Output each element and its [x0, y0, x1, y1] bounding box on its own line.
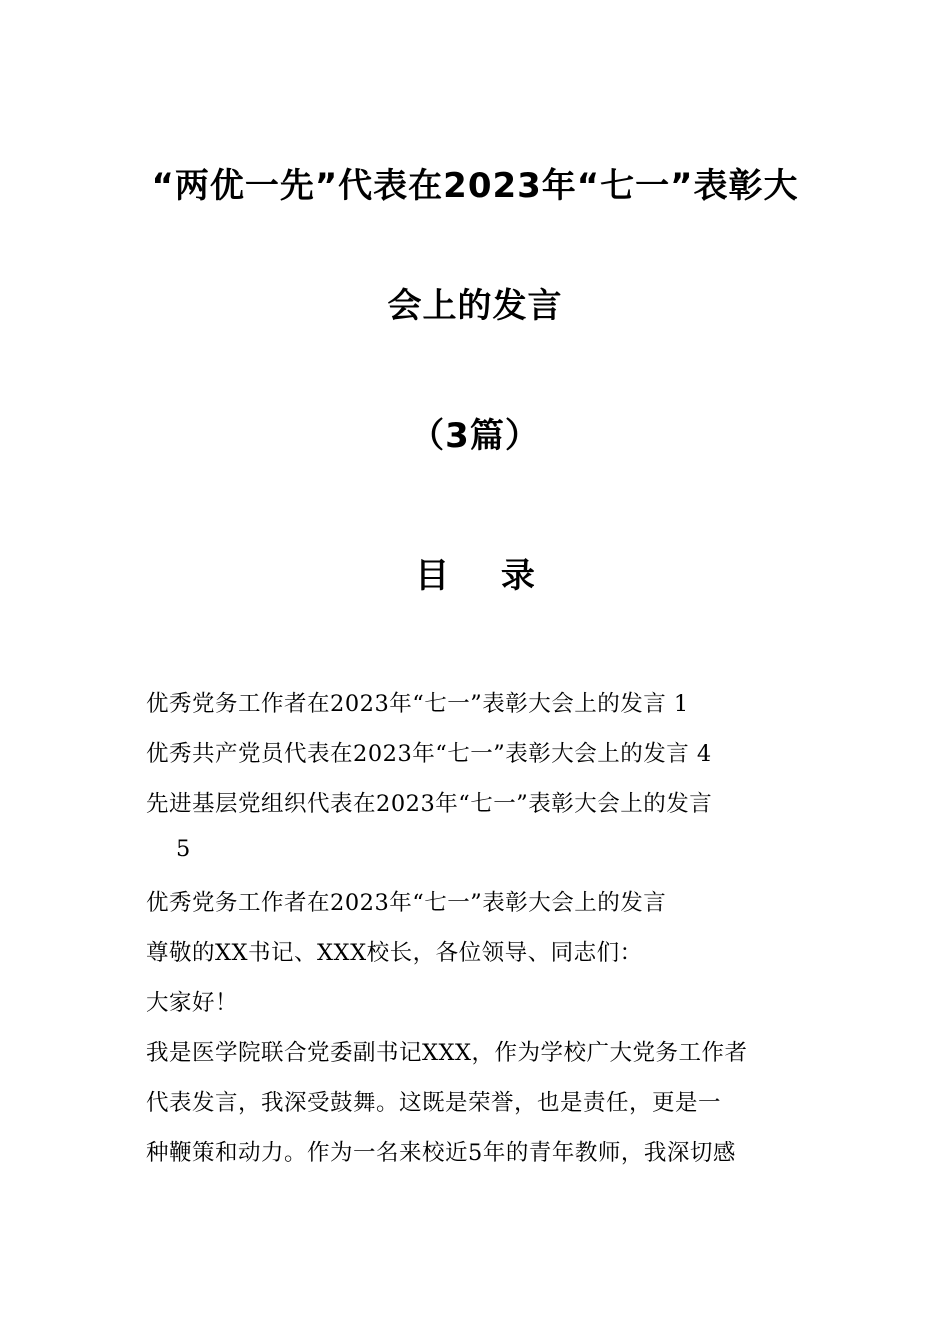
greeting: 大家好！	[146, 990, 239, 1016]
document-title-line-1: “两优一先”代表在2023年“七一”表彰大	[151, 166, 799, 206]
toc-item[interactable]: 先进基层党组织代表在2023年“七一”表彰大会上的发言	[146, 791, 713, 817]
toc-item-page-number[interactable]: 5	[176, 836, 191, 862]
toc-item[interactable]: 优秀共产党员代表在2023年“七一”表彰大会上的发言 4	[146, 741, 712, 767]
paragraph-line: 代表发言，我深受鼓舞。这既是荣誉，也是责任，更是一	[146, 1090, 722, 1116]
toc-item[interactable]: 优秀党务工作者在2023年“七一”表彰大会上的发言 1	[146, 691, 689, 717]
paragraph-line: 种鞭策和动力。作为一名来校近5年的青年教师，我深切感	[146, 1140, 736, 1166]
paragraph-line: 我是医学院联合党委副书记XXX，作为学校广大党务工作者	[146, 1040, 748, 1066]
section-title: 优秀党务工作者在2023年“七一”表彰大会上的发言	[146, 890, 667, 916]
salutation: 尊敬的XX书记、XXX校长，各位领导、同志们：	[146, 940, 643, 966]
document-title-line-2: 会上的发言	[387, 286, 563, 326]
document-article-count: （3篇）	[410, 416, 540, 456]
toc-heading: 目 录	[415, 556, 555, 596]
